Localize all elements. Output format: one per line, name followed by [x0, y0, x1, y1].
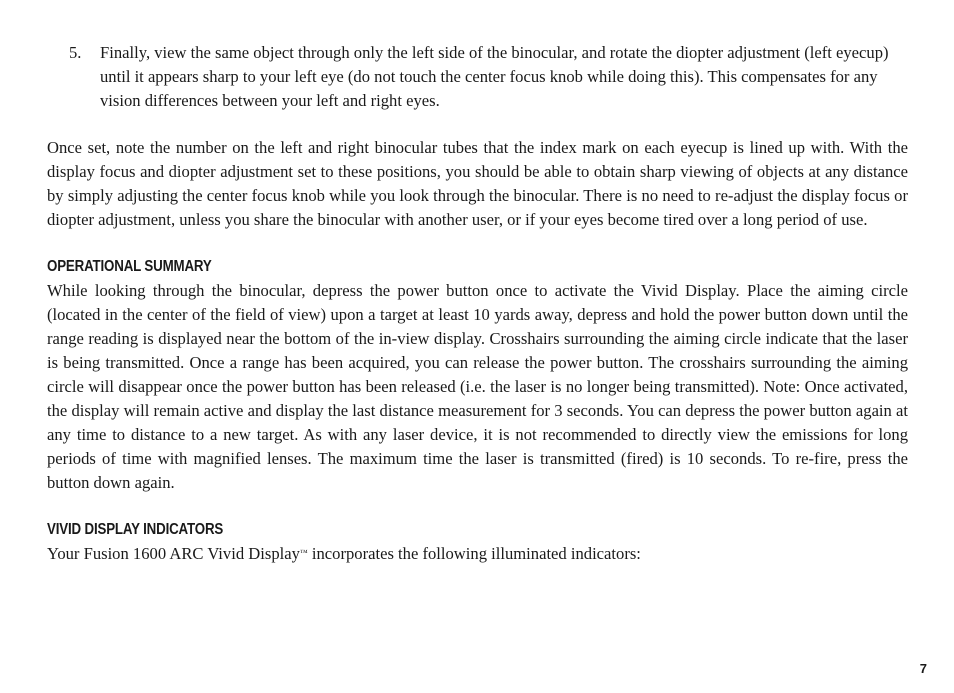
manual-page-content [47, 41, 908, 566]
operational-summary-section [47, 255, 908, 495]
step-number: 5. [69, 43, 82, 62]
operational-summary-text: While looking through the binocular, depress the power button once to activate the Vivid Display. Place the aiming circle (located in the center of the field of view) upon a target at least 10 yards away, depress and hold the power button down until the range reading is displayed near the bottom of the in-view display. Crosshairs surrounding the aiming circle indicate that the laser is being transmitted. Once a range has been acquired, you can release the power button. The crosshairs surrounding the aiming circle will disappear once the power button has been released (i.e. the laser is no longer being transmitted). Note: Once activated, the display will remain active and display the last distance measurement for 3 seconds. You can depress the power button again at any time to distance to a new target. As with any laser device, it is not recommended to directly view the emissions for long periods of time with magnified lenses. The maximum time the laser is transmitted (fired) is 10 seconds. To re-fire, press the button down again. [47, 281, 908, 492]
page-number: 7 [919, 661, 927, 676]
vivid-display-indicators-text [47, 542, 908, 566]
indicators-text-end: incorporates the following illuminated indicators: [307, 544, 641, 563]
spacer [47, 495, 908, 518]
step-text: Finally, view the same object through only the left side of the binocular, and rotate the diopter adjustment (left eyecup) until it appears sharp to your left eye (do not touch the center focus knob while doing this). This compensates for any vision differences between your left and right eyes. [100, 43, 889, 110]
trademark-symbol: ™ [299, 548, 308, 557]
spacer [47, 232, 908, 255]
spacer [47, 113, 908, 136]
vivid-display-indicators-section [47, 518, 908, 566]
indicators-text-start: Your Fusion 1600 ARC Vivid Display [47, 544, 300, 563]
section-heading-operational-summary: OPERATIONAL SUMMARY [47, 258, 212, 275]
section-heading-vivid-display-indicators: VIVID DISPLAY INDICATORS [47, 521, 224, 538]
step-5 [47, 41, 908, 113]
paragraph-once-set: Once set, note the number on the left and right binocular tubes that the index mark on each eyecup is lined up with. With the display focus and diopter adjustment set to these positions, you should be able to obtain sharp viewing of objects at any distance by simply adjusting the center focus knob while you look through the binocular. There is no need to re-adjust the display focus or diopter adjustment, unless you share the binocular with another user, or if your eyes become tired over a long period of use. [47, 138, 908, 229]
